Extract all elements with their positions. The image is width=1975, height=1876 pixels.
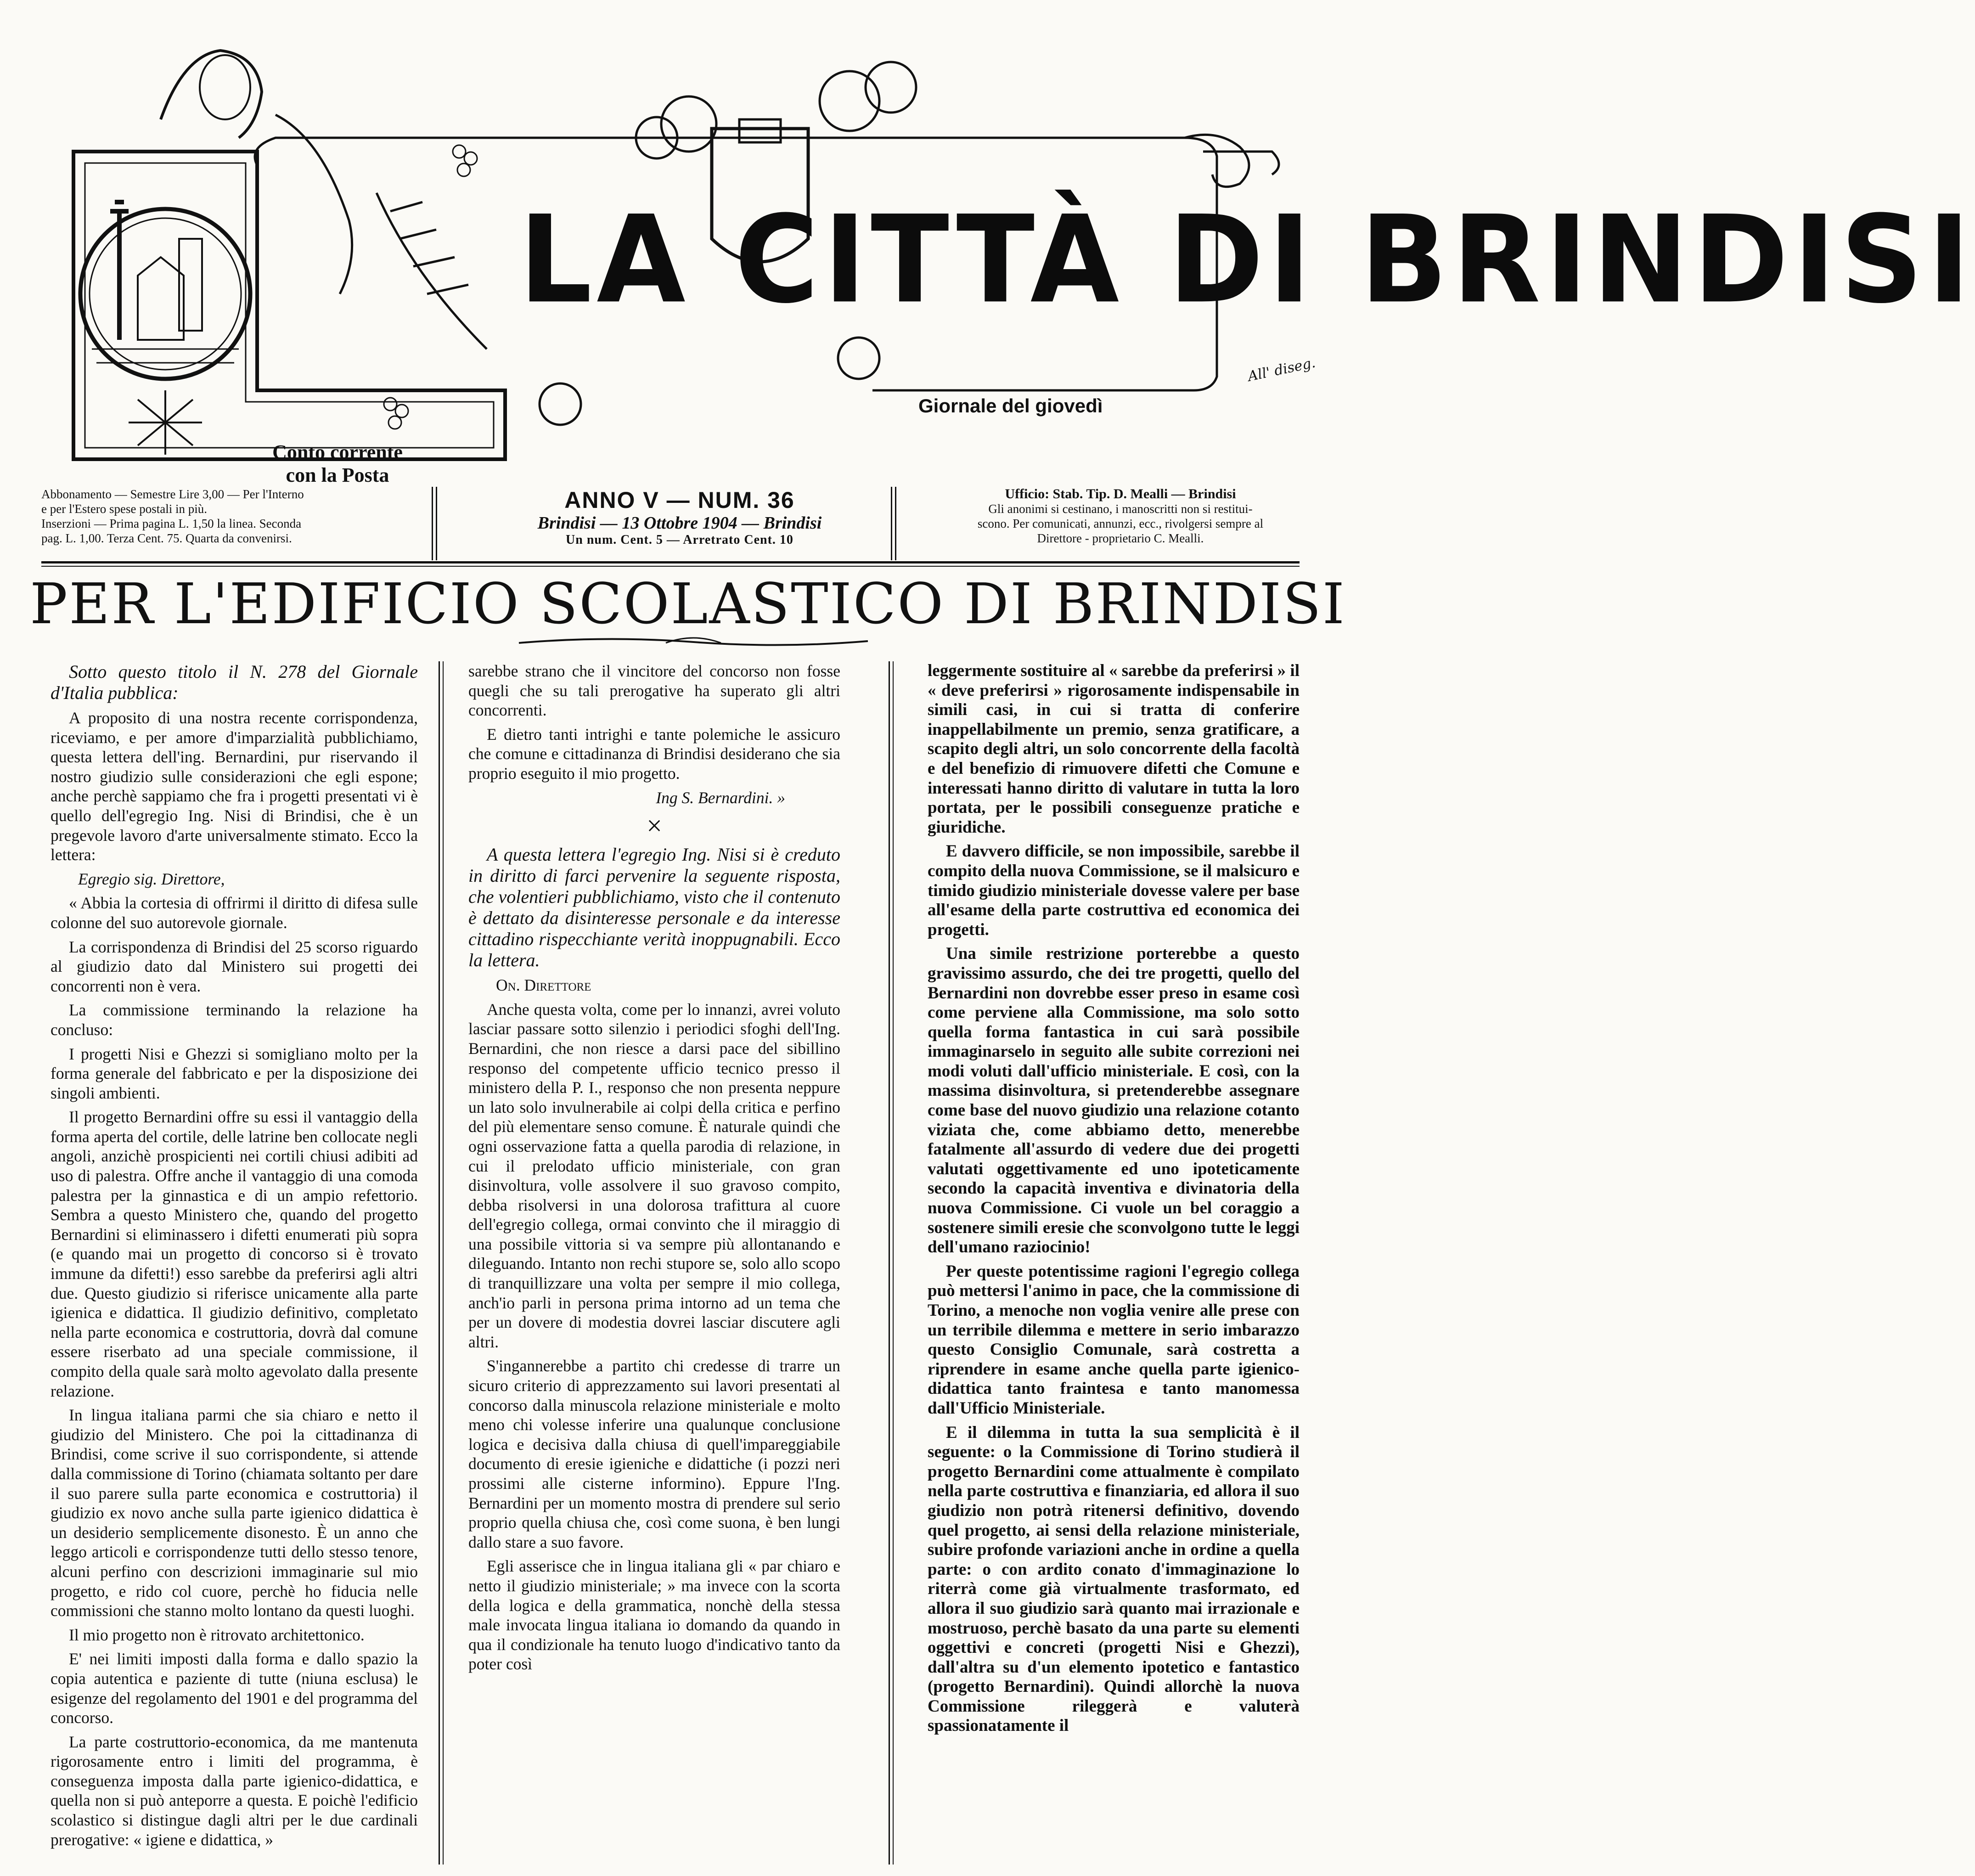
paragraph: La parte costruttorio-economica, da me mantenuta rigorosamente entro i limiti del programma, è conseguenza imposta dalla parte igienico-didattica, e quella non si può anteporre a questa. E poichè l'edificio scolastico si distingue dagli altri per le due cardinali prerogative: « igiene e didattica, » bbox=[51, 1732, 418, 1849]
paragraph: A proposito di una nostra recente corrispondenza, riceviamo, e per amore d'imparzialità pubblichiamo, questa lettera dell'ing. Bernardini, pur riservando il nostro giudizio sulle considerazioni che egli espone; anche perchè sappiamo che fra i progetti presentati vi è quello dell'egregio Ing. Nisi di Brindisi, che è un pregevole lavoro d'arte universalmente stimato. Ecco la lettera: bbox=[51, 709, 418, 864]
paragraph: leggermente sostituire al « sarebbe da preferirsi » il « deve preferirsi » rigorosamente indispensabile in simili casi, in cui si tratta di conferire inappellabilmente un premio, senza gratificare, a scapito degli altri, un solo concorrente della facoltà e del benefizio di rimuovere difetti che Comune e interessati hanno diritto di valutare in tutta la loro portata, per le possibili conseguenze pratiche e giuridiche. bbox=[928, 661, 1300, 837]
column-2 bbox=[468, 661, 840, 1679]
paragraph: S'ingannerebbe a partito chi credesse di trarre un sicuro criterio di apprezzamento sui lavori presentati al concorso dalla minuscola relazione ministeriale e molto meno chi volesse inferire una qualunque conclusione logica e decisiva dalla chiusa di quell'impareggiabile documento di eresie igieniche e didattiche (i pozzi neri prossimi alle cisterne informino). Eppure l'Ing. Bernardini per un momento mostra di prendere sul serio proprio quella chiusa che, così come suona, è ben lungi dallo stare a suo favore. bbox=[468, 1357, 840, 1551]
headline-ornament bbox=[519, 633, 868, 651]
paragraph: Il progetto Bernardini offre su essi il vantaggio della forma aperta del cortile, delle latrine ben collocate negli angoli, anzichè prospicienti nei cortili chiusi adibiti ad uso di palestra. Offre anche il vantaggio di una comoda palestra per la ginnastica e di un ampio refettorio. Sembra a questo Ministero che, quando del progetto Bernardini si eliminassero i difetti enumerati più sopra (e quando mai un progetto di concorso si è trovato immune da difetti!) esso sarebbe da preferirsi agli altri due. Questo giudizio si riferisce unicamente alla parte igienica e didattica. Il giudizio definitivo, completato nella parte economica e costruttoria, dovrà dal comune essere riserbato ad una speciale commissione, il compito della quale sarà molto agevolato dalla presente relazione. bbox=[51, 1108, 418, 1400]
paragraph: E il dilemma in tutta la sua semplicità è il seguente: o la Commissione di Torino studierà il progetto Bernardini come attualmente è compilato nella parte costruttiva e finanziaria, ed allora il suo giudizio non potrà ritenersi definitivo, dovendo quel progetto, ai sensi della relazione ministeriale, subire profonde variazioni anche in ordine a quella parte: o con ardito conato d'immaginazione lo riterrà come già virtualmente trasformato, ed allora il suo giudizio sarà quanto mai irrazionale e mostruoso, perchè basato da una parte su elementi oggettivi e concreti (progetti Nisi e Ghezzi), dall'altra su d'un elemento ipotetico e fantastico (progetto Bernardini). Quindi allorchè la nuova Commissione rileggerà e valuterà spassionatamente il bbox=[928, 1423, 1300, 1735]
info-bar bbox=[41, 487, 1300, 556]
letter-salutation: Egregio sig. Direttore, bbox=[78, 869, 225, 888]
paragraph: I progetti Nisi e Ghezzi si somigliano molto per la forma generale del fabbricato e per la disposizione dei singoli ambienti. bbox=[51, 1044, 418, 1102]
column-1 bbox=[51, 661, 418, 1854]
editorial-intro: A questa lettera l'egregio Ing. Nisi si è creduto in diritto di farci pervenire la seguente risposta, che volentieri pubblichiamo, visto che il contenuto è dettato da disinteresse personale e da interesse cittadino rispecchiante verità inoppugnabili. Ecco la lettera. bbox=[468, 844, 840, 971]
paragraph: La commissione terminando la relazione ha concluso: bbox=[51, 1001, 418, 1039]
info-line: Abbonamento — Semestre Lire 3,00 — Per l'Interno bbox=[41, 487, 304, 501]
section-separator: × bbox=[647, 811, 662, 841]
paragraph: La corrispondenza di Brindisi del 25 scorso riguardo al giudizio dato dal Ministero sui progetti dei concorrenti non è vera. bbox=[51, 937, 418, 995]
issue-number: ANNO V — NUM. 36 bbox=[564, 487, 795, 513]
paragraph: Il mio progetto non è ritrovato architettonico. bbox=[69, 1625, 365, 1644]
issue-price: Un num. Cent. 5 — Arretrato Cent. 10 bbox=[566, 533, 793, 547]
article-intro: Sotto questo titolo il N. 278 del Giornale d'Italia pubblica: bbox=[51, 661, 418, 703]
header-rule bbox=[41, 561, 1300, 563]
paragraph: E' nei limiti imposti dalla forma e dallo spazio la copia autentica e paziente di tutte (niuna esclusa) le esigenze del regolamento del 1901 e del programma del concorso. bbox=[51, 1650, 418, 1727]
masthead-subtitle: Giornale del giovedì bbox=[918, 395, 1103, 417]
paragraph: « Abbia la cortesia di offrirmi il diritto di difesa sulle colonne del suo autorevole giornale. bbox=[51, 894, 418, 932]
masthead-title: LA CITTÀ DI BRINDISI bbox=[519, 189, 1975, 330]
paragraph: E davvero difficile, se non impossibile, sarebbe il compito della nuova Commissione, se il malsicuro e timido giudizio ministeriale dovesse valere per base all'esame della parte costruttiva ed economica dei progetti. bbox=[928, 842, 1300, 939]
paragraph: Egli asserisce che in lingua italiana gli « par chiaro e netto il giudizio ministeriale; » ma invece con la scorta della logica e della grammatica, nonchè della stessa male invocata lingua italiana io domando da quando in qua il condizionale ha tenuto luogo d'indicativo tanto da poter così bbox=[468, 1557, 840, 1673]
info-line: Direttore - proprietario C. Mealli. bbox=[1037, 531, 1204, 545]
paragraph: Per queste potentissime ragioni l'egregio collega può mettersi l'animo in pace, che la commissione di Torino, a menoche non voglia venire alle prese con un terribile dilemma e mettere in serio imbarazzo questo Consiglio Comunale, sarà costretta a riprendere in esame anche quella parte igienico-didattica tanto fraintesa e tanto manomessa dall'Ufficio Ministeriale. bbox=[928, 1262, 1300, 1418]
info-line: scono. Per comunicati, annunzi, ecc., rivolgersi sempre al bbox=[977, 517, 1264, 530]
info-divider bbox=[891, 487, 896, 560]
conto-corrente-note bbox=[264, 441, 411, 487]
column-divider bbox=[439, 661, 444, 1865]
letter-salutation: On. Direttore bbox=[496, 976, 591, 995]
conto-line: con la Posta bbox=[286, 464, 389, 486]
info-divider bbox=[432, 487, 437, 560]
info-line: Gli anonimi si cestinano, i manoscritti non si restitui- bbox=[988, 502, 1253, 516]
info-line: pag. L. 1,00. Terza Cent. 75. Quarta da convenirsi. bbox=[41, 531, 292, 545]
letter-signature: Ing S. Bernardini. » bbox=[656, 788, 785, 807]
conto-line: Conto corrente bbox=[272, 441, 403, 463]
paragraph: In lingua italiana parmi che sia chiaro e netto il giudizio del Ministero. Che poi la cittadinanza di Brindisi, come scrive il suo corrispondente, si attende dalla commissione di Torino (chiamata soltanto per dare il suo parere sulla parte economica e costruttoria) il giudizio ex novo anche sulla parte igienico didattica è un desiderio semplicemente disonesto. È un anno che leggo articoli e corrispondenze tutti dello stesso tenore, alcuni perfino con descrizioni immaginarie sul mio progetto, e rido col cuore, perchè ho fiducia nelle commissioni che stanno molto lontano da questi luoghi. bbox=[51, 1406, 418, 1620]
info-line: Inserzioni — Prima pagina L. 1,50 la linea. Seconda bbox=[41, 517, 302, 530]
issue-info bbox=[468, 487, 891, 551]
info-line: e per l'Estero spese postali in più. bbox=[41, 502, 208, 516]
subscription-info bbox=[41, 487, 422, 551]
column-divider bbox=[889, 661, 894, 1865]
article-headline: PER L'EDIFICIO SCOLASTICO DI BRINDISI bbox=[30, 571, 1346, 637]
paragraph: Anche questa volta, come per lo innanzi, avrei voluto lasciar passare sotto silenzio i periodici sfoghi dell'Ing. Bernardini, che non riesce a darsi pace del sibillino responso del competente ufficio tecnico presso il ministero della P. I., responso che non presenta neppure un lato solo invulnerabile ai colpi della critica e perfino del più elementare senso comune. È naturale quindi che ogni osservazione fatta a quella parodia di relazione, in cui il prelodato ufficio ministeriale, con gran disinvoltura, volle assolvere il suo gravoso compito, debba risolversi in una dolorosa trafittura al cuore dell'egregio collega, ormai convinto che il miraggio di una possibile vittoria si va sempre più allontanando e dileguando. Intanto non rechi stupore se, solo allo scopo di tranquillizzare una volta per sempre il mio collega, anch'io parli in persona prima intorno ad un tema che per un dovere di modestia dovrei lasciar discutere agli altri. bbox=[468, 1000, 840, 1351]
paragraph: E dietro tanti intrighi e tante polemiche le assicuro che comune e cittadinanza di Brindisi desiderano che sia proprio eseguito il mio progetto. bbox=[468, 725, 840, 783]
info-line: Ufficio: Stab. Tip. D. Mealli — Brindisi bbox=[1005, 486, 1236, 501]
paragraph: Una simile restrizione porterebbe a questo gravissimo assurdo, che dei tre progetti, quello del Bernardini non dovrebbe esser preso in esame così come perviene alla Commissione, ma solo sotto quella forma fantastica in cui sarà possibile immaginarselo in seguito alle subite correzioni nei modi voluti dall'ufficio ministeriale. E così, con la massima disinvoltura, si pretenderebbe assegnare come base del nuovo giudizio una relazione cotanto viziata che, come abbiamo detto, menerebbe fatalmente all'assurdo di vedere due dei progetti valutati oggettivamente ed uno ipoteticamente secondo la capacità inventiva e divinatoria della nuova Commissione. Ci vuole un bel coraggio a sostenere simili eresie che sconvolgono tutte le leggi dell'umano raziocinio! bbox=[928, 944, 1300, 1257]
svg-text:All' diseg.: All' diseg. bbox=[1246, 355, 1317, 385]
office-info bbox=[941, 487, 1300, 551]
column-3 bbox=[928, 661, 1300, 1741]
issue-date: Brindisi — 13 Ottobre 1904 — Brindisi bbox=[537, 513, 822, 533]
header-rule bbox=[41, 566, 1300, 567]
paragraph: sarebbe strano che il vincitore del concorso non fosse quegli che su tali prerogative ha superato gli altri concorrenti. bbox=[468, 662, 840, 720]
